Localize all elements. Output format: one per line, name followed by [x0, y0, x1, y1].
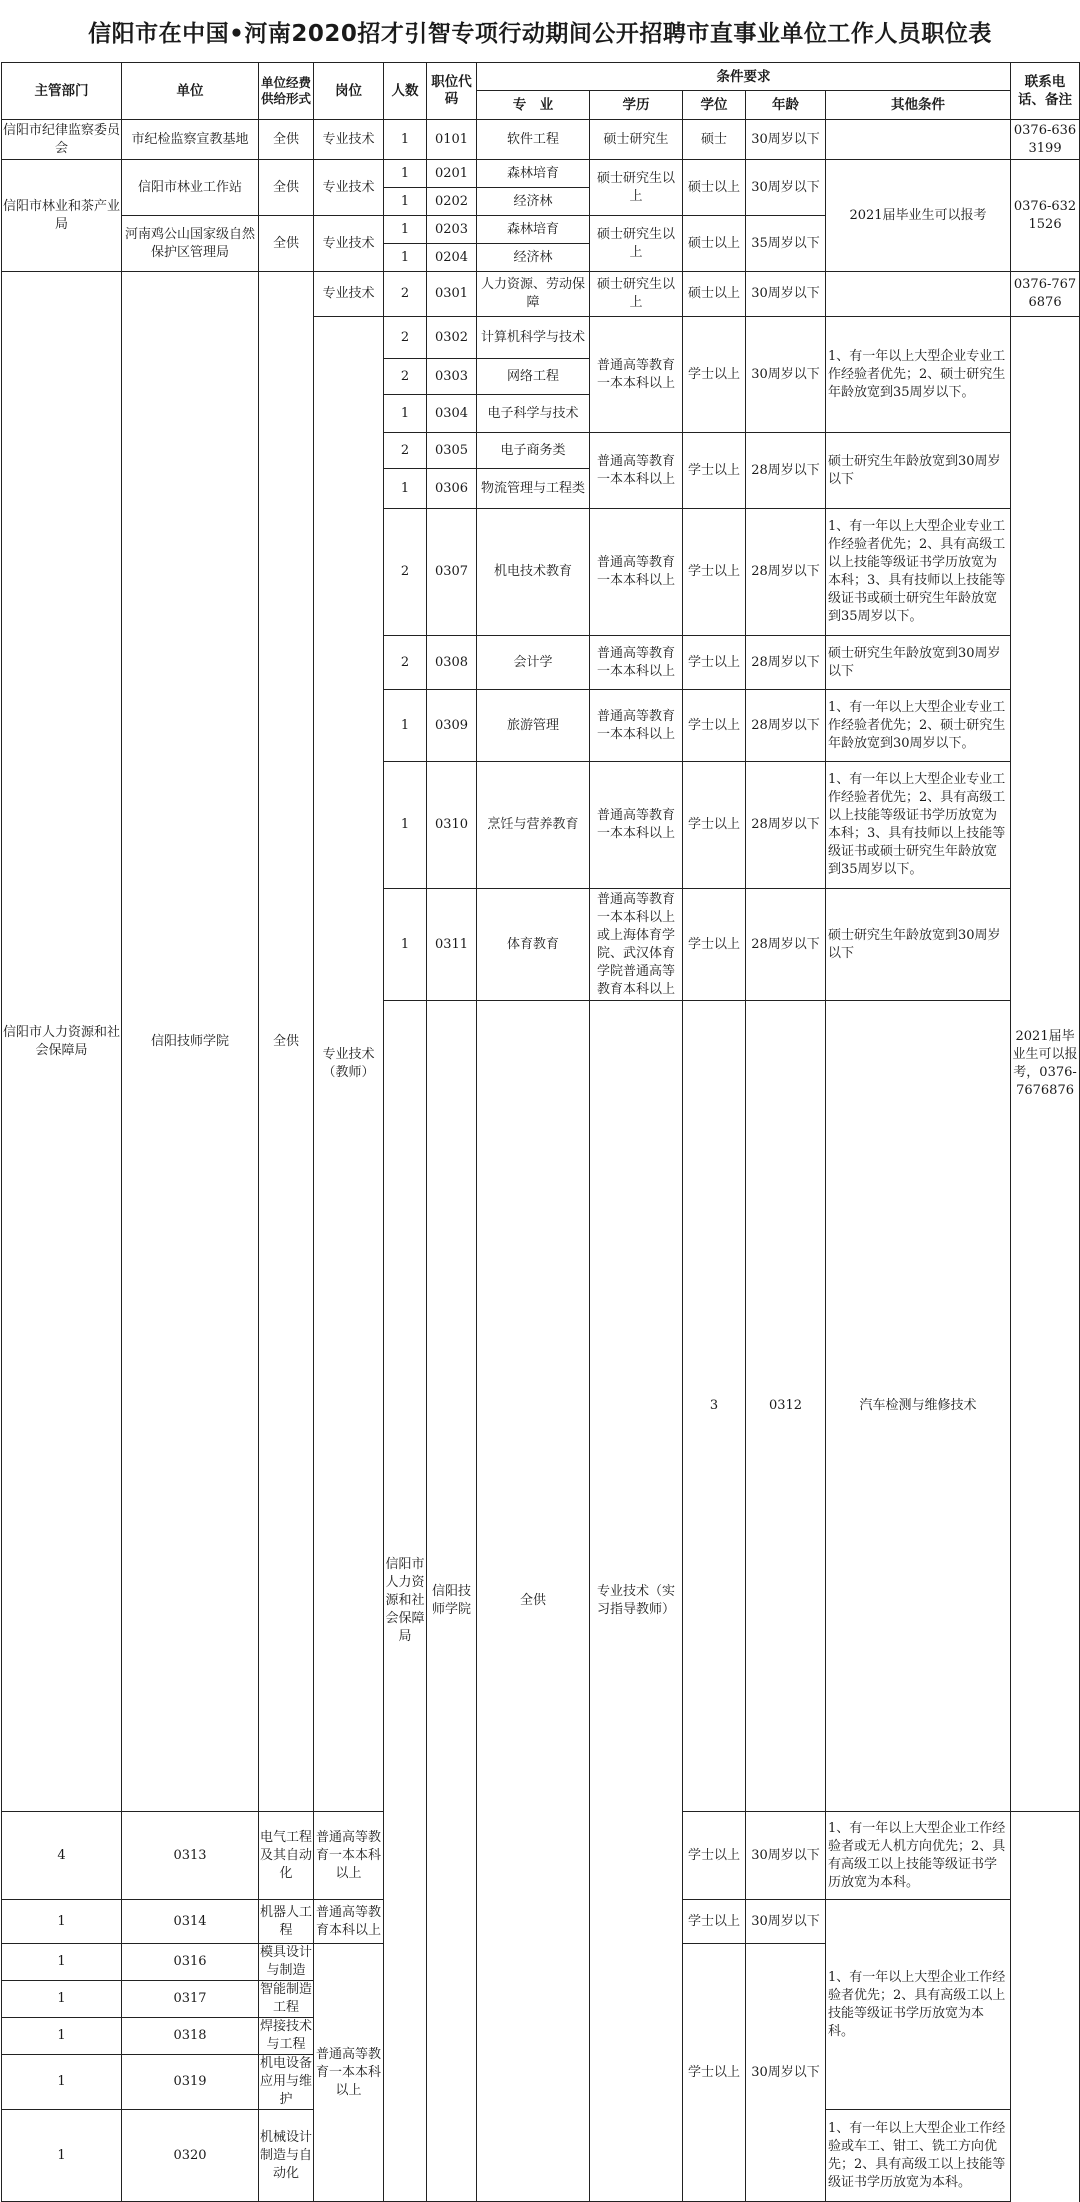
dept-cell: 信阳市林业和茶产业局	[2, 160, 122, 272]
code-cell: 0307	[427, 509, 477, 636]
count-cell: 2	[384, 433, 427, 469]
count-cell: 2	[384, 509, 427, 636]
education-cell: 硕士研究生以上	[590, 272, 683, 317]
major-cell: 会计学	[477, 636, 590, 690]
code-cell: 0202	[427, 188, 477, 216]
education-cell: 普通高等教育一本本科以上	[590, 762, 683, 889]
education-cell: 普通高等教育一本本科以上或上海体育学院、武汉体育学院普通高等教育本科以上	[590, 889, 683, 1001]
major-cell: 机电设备应用与维护	[259, 2055, 314, 2110]
contact-cell: 0376-6321526	[1011, 160, 1080, 272]
header-degree: 学位	[683, 91, 746, 120]
major-cell: 体育教育	[477, 889, 590, 1001]
major-cell: 计算机科学与技术	[477, 317, 590, 359]
degree-cell: 学士以上	[683, 690, 746, 762]
header-post: 岗位	[314, 63, 384, 120]
age-cell: 30周岁以下	[746, 1944, 826, 2202]
code-cell: 0201	[427, 160, 477, 188]
table-row	[2, 120, 1080, 160]
count-cell: 4	[2, 1812, 122, 1900]
count-cell: 1	[2, 2110, 122, 2202]
header-count: 人数	[384, 63, 427, 120]
education-cell: 普通高等教育一本本科以上	[590, 636, 683, 690]
age-cell: 30周岁以下	[746, 1900, 826, 1944]
count-cell: 1	[2, 1944, 122, 1981]
code-cell: 0313	[122, 1812, 259, 1900]
unit-cell: 信阳市林业工作站	[122, 160, 259, 216]
code-cell: 0308	[427, 636, 477, 690]
education-cell: 普通高等教育一本本科以上	[314, 1944, 384, 2202]
count-cell: 2	[384, 272, 427, 317]
major-cell: 汽车检测与维修技术	[826, 1001, 1011, 1812]
count-cell: 1	[384, 216, 427, 244]
other-cell	[826, 272, 1011, 317]
header-funding: 单位经费供给形式	[259, 63, 314, 120]
major-cell: 焊接技术与工程	[259, 2018, 314, 2055]
dept-cell: 信阳市纪律监察委员会	[2, 120, 122, 160]
code-cell: 0314	[122, 1900, 259, 1944]
funding-cell: 全供	[259, 216, 314, 272]
major-cell: 机器人工程	[259, 1900, 314, 1944]
age-cell: 30周岁以下	[746, 272, 826, 317]
unit-cell: 信阳技师学院	[122, 272, 259, 1812]
age-cell: 28周岁以下	[746, 509, 826, 636]
count-cell: 1	[384, 244, 427, 272]
other-cell: 1、有一年以上大型企业工作经验或车工、钳工、铣工方向优先；2、具有高级工以上技能等级证书学历放宽为本科。	[826, 2110, 1011, 2202]
code-cell: 0309	[427, 690, 477, 762]
code-cell: 0310	[427, 762, 477, 889]
age-cell: 28周岁以下	[746, 433, 826, 509]
dept-cell: 信阳市人力资源和社会保障局	[384, 1001, 427, 2202]
page-title: 信阳市在中国•河南2020招才引智专项行动期间公开招聘市直事业单位工作人员职位表	[88, 20, 992, 47]
major-cell: 经济林	[477, 244, 590, 272]
code-cell: 0304	[427, 395, 477, 433]
degree-cell: 学士以上	[683, 317, 746, 433]
post-cell: 专业技术	[314, 216, 384, 272]
code-cell: 0301	[427, 272, 477, 317]
other-cell: 2021届毕业生可以报考	[826, 160, 1011, 272]
post-cell: 专业技术	[314, 272, 384, 317]
age-cell: 35周岁以下	[746, 216, 826, 272]
age-cell: 30周岁以下	[746, 120, 826, 160]
education-cell: 普通高等教育本科以上	[314, 1900, 384, 1944]
code-cell: 0320	[122, 2110, 259, 2202]
header-major: 专 业	[477, 91, 590, 120]
contact-cell: 0376-7676876	[1011, 272, 1080, 317]
degree-cell: 学士以上	[683, 1944, 746, 2202]
major-cell: 经济林	[477, 188, 590, 216]
code-cell: 0303	[427, 359, 477, 395]
header-unit: 单位	[122, 63, 259, 120]
header-code: 职位代码	[427, 63, 477, 120]
degree-cell: 硕士以上	[683, 160, 746, 216]
age-cell: 30周岁以下	[746, 317, 826, 433]
code-cell: 0302	[427, 317, 477, 359]
funding-cell: 全供	[259, 120, 314, 160]
major-cell: 物流管理与工程类	[477, 469, 590, 509]
degree-cell: 学士以上	[683, 509, 746, 636]
degree-cell: 学士以上	[683, 1900, 746, 1944]
post-cell: 专业技术	[314, 120, 384, 160]
degree-cell: 学士以上	[683, 636, 746, 690]
education-cell: 普通高等教育一本本科以上	[590, 317, 683, 433]
dept-cell: 信阳市人力资源和社会保障局	[2, 272, 122, 1812]
education-cell: 普通高等教育一本本科以上	[590, 690, 683, 762]
header-other: 其他条件	[826, 91, 1011, 120]
count-cell: 1	[384, 690, 427, 762]
age-cell: 30周岁以下	[746, 1812, 826, 1900]
count-cell: 1	[384, 762, 427, 889]
other-cell: 硕士研究生年龄放宽到30周岁以下	[826, 636, 1011, 690]
count-cell: 1	[384, 469, 427, 509]
education-cell: 普通高等教育一本本科以上	[590, 433, 683, 509]
funding-cell: 全供	[259, 160, 314, 216]
count-cell: 1	[2, 2055, 122, 2110]
code-cell: 0316	[122, 1944, 259, 1981]
education-cell: 普通高等教育一本本科以上	[590, 509, 683, 636]
post-cell: 专业技术（教师）	[314, 317, 384, 1812]
funding-cell: 全供	[259, 272, 314, 1812]
unit-cell: 信阳技师学院	[427, 1001, 477, 2202]
major-cell: 智能制造工程	[259, 1981, 314, 2018]
major-cell: 电子商务类	[477, 433, 590, 469]
education-cell: 普通高等教育一本本科以上	[314, 1812, 384, 1900]
other-cell: 1、有一年以上大型企业专业工作经验者优先；2、具有高级工以上技能等级证书学历放宽为本科；3、具有技师以上技能等级证书或硕士研究生年龄放宽到35周岁以下。	[826, 762, 1011, 889]
degree-cell: 学士以上	[683, 889, 746, 1001]
code-cell: 0204	[427, 244, 477, 272]
header-dept: 主管部门	[2, 63, 122, 120]
code-cell: 0306	[427, 469, 477, 509]
table-row	[2, 272, 1080, 317]
header-conditions: 条件要求	[477, 63, 1011, 91]
age-cell: 28周岁以下	[746, 636, 826, 690]
header-age: 年龄	[746, 91, 826, 120]
contact-cell: 0376-6363199	[1011, 120, 1080, 160]
unit-cell: 市纪检监察宣教基地	[122, 120, 259, 160]
other-cell: 硕士研究生年龄放宽到30周岁以下	[826, 889, 1011, 1001]
post-cell: 专业技术（实习指导教师）	[590, 1001, 683, 2202]
funding-cell: 全供	[477, 1001, 590, 2202]
header-contact: 联系电话、备注	[1011, 63, 1080, 120]
other-cell	[826, 120, 1011, 160]
unit-cell: 河南鸡公山国家级自然保护区管理局	[122, 216, 259, 272]
code-cell: 0318	[122, 2018, 259, 2055]
degree-cell: 学士以上	[683, 762, 746, 889]
education-cell: 硕士研究生以上	[590, 216, 683, 272]
age-cell: 30周岁以下	[746, 160, 826, 216]
major-cell: 机电技术教育	[477, 509, 590, 636]
major-cell: 森林培育	[477, 216, 590, 244]
count-cell: 1	[2, 2018, 122, 2055]
age-cell: 28周岁以下	[746, 889, 826, 1001]
degree-cell: 硕士以上	[683, 216, 746, 272]
code-cell: 0311	[427, 889, 477, 1001]
other-cell: 1、有一年以上大型企业工作经验者或无人机方向优先；2、具有高级工以上技能等级证书学历放宽为本科。	[826, 1812, 1011, 1900]
header-row-1	[2, 63, 1080, 91]
count-cell: 1	[384, 188, 427, 216]
count-cell: 3	[683, 1001, 746, 1812]
other-cell: 1、有一年以上大型企业专业工作经验者优先；2、硕士研究生年龄放宽到35周岁以下。	[826, 317, 1011, 433]
other-cell: 1、有一年以上大型企业专业工作经验者优先；2、硕士研究生年龄放宽到30周岁以下。	[826, 690, 1011, 762]
count-cell: 1	[2, 1981, 122, 2018]
major-cell: 电子科学与技术	[477, 395, 590, 433]
degree-cell: 学士以上	[683, 433, 746, 509]
other-cell: 1、有一年以上大型企业工作经验者优先；2、具有高级工以上技能等级证书学历放宽为本科。	[826, 1900, 1011, 2110]
other-cell: 1、有一年以上大型企业专业工作经验者优先；2、具有高级工以上技能等级证书学历放宽为本科；3、具有技师以上技能等级证书或硕士研究生年龄放宽到35周岁以下。	[826, 509, 1011, 636]
count-cell: 1	[2, 1900, 122, 1944]
code-cell: 0203	[427, 216, 477, 244]
code-cell: 0101	[427, 120, 477, 160]
major-cell: 网络工程	[477, 359, 590, 395]
count-cell: 2	[384, 359, 427, 395]
post-cell: 专业技术	[314, 160, 384, 216]
major-cell: 机械设计制造与自动化	[259, 2110, 314, 2202]
major-cell: 电气工程及其自动化	[259, 1812, 314, 1900]
count-cell: 1	[384, 160, 427, 188]
degree-cell: 学士以上	[683, 1812, 746, 1900]
age-cell: 28周岁以下	[746, 690, 826, 762]
education-cell: 硕士研究生以上	[590, 160, 683, 216]
count-cell: 2	[384, 317, 427, 359]
count-cell: 1	[384, 120, 427, 160]
contact-cell: 2021届毕业生可以报考，0376-7676876	[1011, 317, 1080, 1812]
major-cell: 旅游管理	[477, 690, 590, 762]
major-cell: 人力资源、劳动保障	[477, 272, 590, 317]
major-cell: 森林培育	[477, 160, 590, 188]
major-cell: 烹饪与营养教育	[477, 762, 590, 889]
count-cell: 2	[384, 636, 427, 690]
code-cell: 0319	[122, 2055, 259, 2110]
code-cell: 0305	[427, 433, 477, 469]
age-cell: 28周岁以下	[746, 762, 826, 889]
major-cell: 软件工程	[477, 120, 590, 160]
positions-table	[1, 62, 1080, 2202]
count-cell: 1	[384, 395, 427, 433]
count-cell: 1	[384, 889, 427, 1001]
code-cell: 0312	[746, 1001, 826, 1812]
degree-cell: 硕士以上	[683, 272, 746, 317]
degree-cell: 硕士	[683, 120, 746, 160]
major-cell: 模具设计与制造	[259, 1944, 314, 1981]
code-cell: 0317	[122, 1981, 259, 2018]
table-row	[2, 160, 1080, 188]
other-cell: 硕士研究生年龄放宽到30周岁以下	[826, 433, 1011, 509]
header-education: 学历	[590, 91, 683, 120]
education-cell: 硕士研究生	[590, 120, 683, 160]
